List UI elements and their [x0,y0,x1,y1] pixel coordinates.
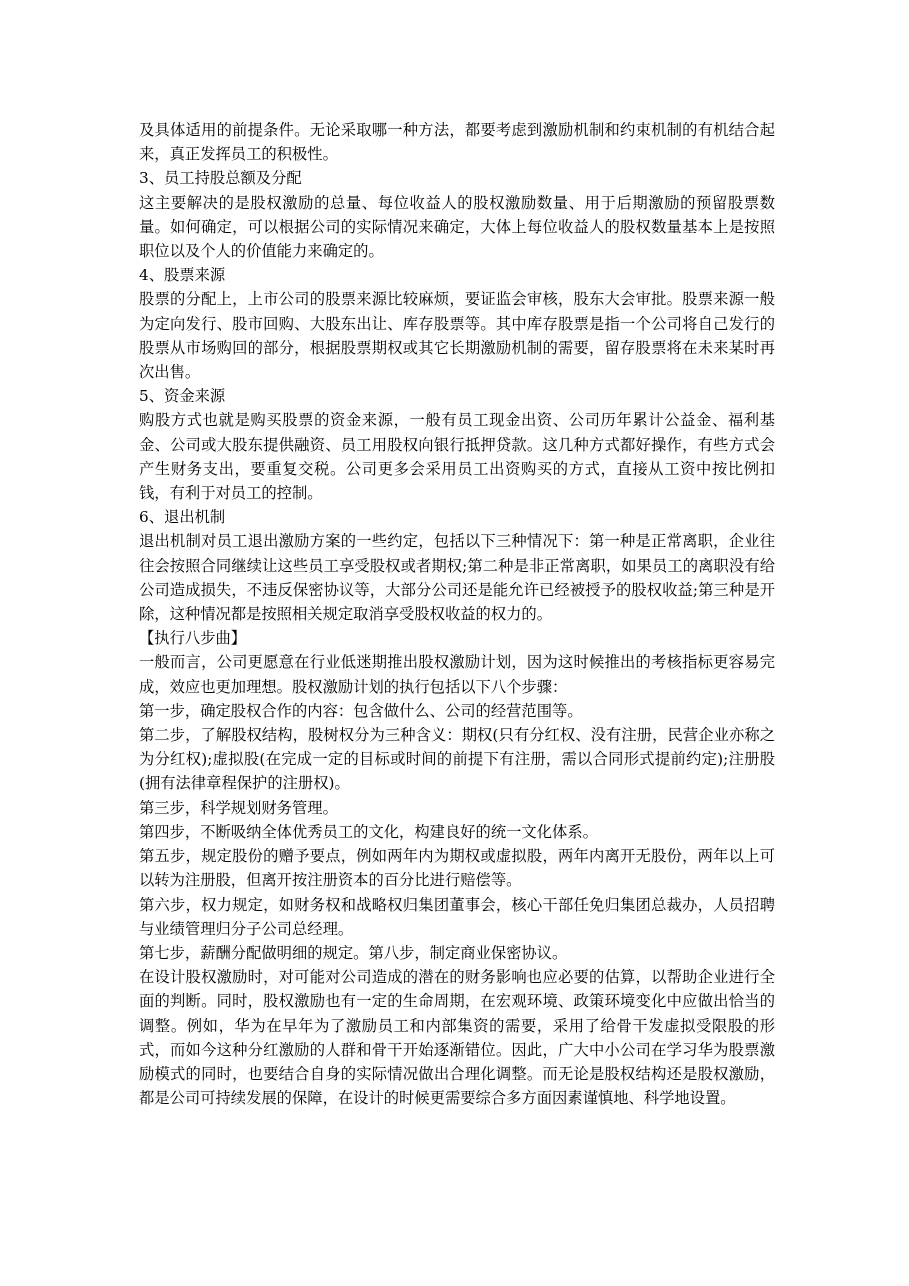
paragraph-intro-continuation: 及具体适用的前提条件。无论采取哪一种方法，都要考虑到激励机制和约束机制的有机结合起来，真正发挥员工的积极性。 [139,121,775,164]
step-five: 第五步，规定股份的赠予要点，例如两年内为期权或虚拟股，两年内离开无股份，两年以上可以转为注册股，但离开按注册资本的百分比进行赔偿等。 [139,847,775,890]
heading-share-total-allocation: 3、员工持股总额及分配 [139,169,302,188]
step-two: 第二步，了解股权结构，股树权分为三种含义：期权(只有分红权、没有注册，民营企业亦称之为分红权);虚拟股(在完成一定的目标或时间的前提下有注册，需以合同形式提前约定);注册股(拥有法律章程保护的注册权)。 [139,726,775,793]
heading-fund-source: 5、资金来源 [139,387,226,406]
step-four: 第四步，不断吸纳全体优秀员工的文化，构建良好的统一文化体系。 [139,822,598,841]
heading-share-source: 4、股票来源 [139,266,226,285]
step-six: 第六步，权力规定，如财务权和战略权归集团董事会，核心干部任免归集团总裁办，人员招聘与业绩管理归分子公司总经理。 [139,895,775,938]
paragraph-share-total-allocation: 这主要解决的是股权激励的总量、每位收益人的股权激励数量、用于后期激励的预留股票数量。如何确定，可以根据公司的实际情况来确定，大体上每位收益人的股权数量基本上是按照职位以及个人的价值能力来确定的。 [139,193,775,261]
paragraph-exit-mechanism: 退出机制对员工退出激励方案的一些约定，包括以下三种情况下：第一种是正常离职，企业往往会按照合同继续让这些员工享受股权或者期权;第二种是非正常离职，如果员工的离职没有给公司造成损失，不违反保密协议等，大部分公司还是能允许已经被授予的股权收益;第三种是开除，这种情况都是按照相关规定取消享受股权收益的权力的。 [139,532,775,624]
paragraph-share-source: 股票的分配上，上市公司的股票来源比较麻烦，要证监会审核，股东大会审批。股票来源一般为定向发行、股市回购、大股东出让、库存股票等。其中库存股票是指一个公司将自己发行的股票从市场购回的部分，根据股票期权或其它长期激励机制的需要，留存股票将在未来某时再次出售。 [139,290,775,382]
step-one: 第一步，确定股权合作的内容：包含做什么、公司的经营范围等。 [139,701,583,720]
paragraph-conclusion: 在设计股权激励时，对可能对公司造成的潜在的财务影响也应必要的估算，以帮助企业进行全面的判断。同时，股权激励也有一定的生命周期，在宏观环境、政策环境变化中应做出恰当的调整。例如，华为在早年为了激励员工和内部集资的需要，采用了给骨干发虚拟受限股的形式，而如今这种分红激励的人群和骨干开始逐渐错位。因此，广大中小公司在学习华为股票激励模式的同时，也要结合自身的实际情况做出合理化调整。而无论是股权结构还是股权激励，都是公司可持续发展的保障，在设计的时候更需要综合多方面因素谨慎地、科学地设置。 [139,968,775,1108]
heading-exit-mechanism: 6、退出机制 [139,508,226,527]
step-three: 第三步，科学规划财务管理。 [139,798,338,817]
step-seven-eight: 第七步，薪酬分配做明细的规定。第八步，制定商业保密协议。 [139,943,568,962]
paragraph-fund-source: 购股方式也就是购买股票的资金来源，一般有员工现金出资、公司历年累计公益金、福利基金、公司或大股东提供融资、员工用股权向银行抵押贷款。这几种方式都好操作，有些方式会产生财务支出，要重复交税。公司更多会采用员工出资购买的方式，直接从工资中按比例扣钱，有利于对员工的控制。 [139,411,775,503]
paragraph-eight-steps-intro: 一般而言，公司更愿意在行业低迷期推出股权激励计划，因为这时候推出的考核指标更容易完成，效应也更加理想。股权激励计划的执行包括以下八个步骤： [139,653,775,696]
document-page [139,118,775,1110]
heading-eight-steps: 【执行八步曲】 [139,629,247,648]
